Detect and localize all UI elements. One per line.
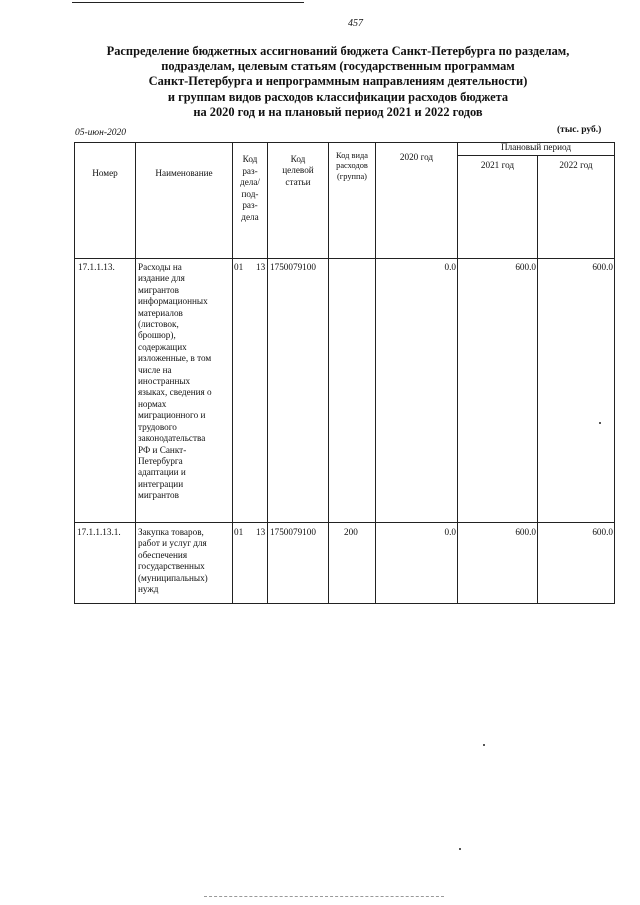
table-rule (537, 155, 538, 604)
table-rule (74, 258, 615, 259)
row-name (138, 262, 234, 502)
row-name-line: материалов (138, 307, 183, 318)
row-number: 17.1.1.13. (78, 262, 115, 272)
row-name (138, 527, 234, 595)
row-2021: 600.0 (515, 262, 536, 272)
header-kind-code: Код вида расходов (группа) (336, 151, 368, 181)
table-rule (74, 522, 615, 523)
row-section: 01 (234, 262, 244, 272)
row-name-line: издание для (138, 273, 185, 284)
row-subsection: 13 (256, 527, 266, 537)
title-line: Распределение бюджетных ассигнований бюджета Санкт-Петербурга по разделам, (106, 44, 570, 58)
row-name-line: содержащих (138, 341, 187, 352)
table-rule (457, 142, 458, 604)
table-rule (267, 142, 268, 604)
row-name-line: работ и услуг для (138, 538, 207, 549)
table-rule (135, 142, 136, 604)
title-line: и группам видов расходов классификации расходов бюджета (167, 89, 509, 104)
table-rule (375, 142, 376, 604)
units-label: (тыс. руб.) (557, 125, 602, 135)
header-2022: 2022 год (559, 160, 593, 170)
row-name-line: мигрантов (138, 490, 179, 501)
header-2021: 2021 год (480, 160, 515, 170)
row-name-line: обеспечения (138, 549, 188, 560)
row-name-line: РФ и Санкт- (138, 444, 187, 455)
row-kind-code: 200 (344, 527, 358, 537)
scan-speck (599, 422, 601, 424)
row-name-line: государственных (138, 561, 205, 572)
table-rule (328, 142, 329, 604)
row-subsection: 13 (256, 262, 266, 272)
scan-speck (483, 744, 485, 746)
row-2022: 600.0 (592, 262, 613, 272)
row-name-line: нужд (138, 584, 159, 595)
table-rule (457, 155, 615, 156)
row-name-line: миграционного и (138, 410, 206, 421)
header-section-code: Код раз- дела/ под- раз- дела (240, 154, 260, 222)
row-name-line: (листовок, (138, 319, 179, 330)
row-name-line: брошюр), (138, 330, 176, 341)
row-name-line: Расходы на (138, 262, 182, 272)
row-name-line: трудового (138, 421, 177, 432)
table-rule (614, 142, 615, 604)
row-name-line: (муниципальных) (138, 572, 208, 583)
row-name-line: Закупка товаров, (138, 527, 204, 537)
scan-speck (459, 848, 461, 850)
row-name-line: изложенные, в том (138, 353, 212, 364)
row-name-line: иностранных (138, 376, 191, 387)
row-target-code: 1750079100 (270, 262, 316, 272)
row-2020: 0.0 (444, 262, 456, 272)
header-number: Номер (92, 168, 118, 178)
row-name-line: языках, сведения о (138, 387, 212, 398)
row-2021: 600.0 (515, 527, 536, 537)
table-rule (74, 603, 615, 604)
table-rule (74, 142, 75, 604)
row-name-line: законодательства (138, 433, 206, 444)
row-name-line: интеграции (138, 478, 184, 489)
title-line: Санкт-Петербурга и непрограммным направлениям деятельности) (148, 74, 528, 89)
header-target-code: Код целевой статьи (282, 154, 314, 187)
title-line: подразделам, целевым статьям (государственным программам (161, 59, 515, 74)
page-number: 457 (348, 18, 363, 29)
row-2022: 600.0 (592, 527, 613, 537)
row-section: 01 (234, 527, 244, 537)
top-rule (72, 2, 304, 3)
header-planned-period: Плановый период (500, 142, 572, 152)
header-name: Наименование (155, 168, 213, 178)
row-name-line: информационных (138, 296, 208, 307)
document-title (88, 44, 588, 120)
header-2020: 2020 год (399, 152, 434, 162)
row-name-line: мигрантов (138, 284, 179, 295)
row-target-code: 1750079100 (270, 527, 316, 537)
row-name-line: нормах (138, 398, 167, 409)
document-date: 05-июн-2020 (75, 128, 126, 138)
title-line: на 2020 год и на плановый период 2021 и 2022 годов (193, 104, 483, 119)
row-name-line: Петербурга (138, 455, 183, 466)
row-number: 17.1.1.13.1. (77, 527, 121, 537)
row-name-line: числе на (138, 364, 172, 375)
row-name-line: адаптации и (138, 467, 186, 478)
scan-artifact (204, 896, 444, 897)
row-2020: 0.0 (444, 527, 456, 537)
